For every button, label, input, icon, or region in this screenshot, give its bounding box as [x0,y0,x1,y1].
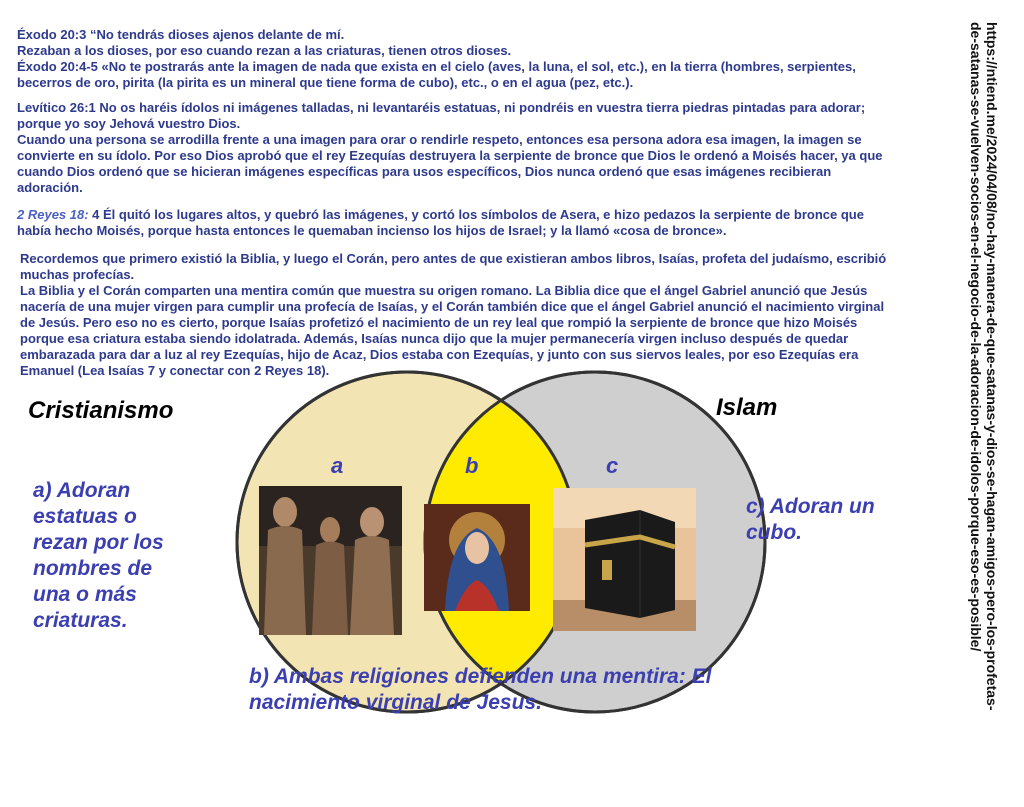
levitico-26-1: Levítico 26:1 No os haréis ídolos ni imágenes talladas, ni levantaréis estatuas, ni pondréis en vuestra tierra piedras pintadas para adorar; porque yo soy Jehová vuestro Dios. [17,100,866,131]
region-a-letter: a [331,453,344,478]
recordemos-paragraph: Recordemos que primero existió la Biblia, y luego el Corán, pero antes de que existieran ambos libros, Isaías, profeta del judaísmo, escribió muchas profecías. [20,251,887,282]
exodo-20-3: Éxodo 20:3 “No tendrás dioses ajenos delante de mí. [17,27,345,42]
mary-image [424,504,530,611]
region-b-letter: b [465,453,479,478]
description-c: c) Adoran un cubo. [746,495,875,544]
kaaba-image [553,488,696,631]
description-b: b) Ambas religiones defienden una mentira: El nacimiento virginal de Jesus. [249,665,712,714]
description-a: a) Adoran estatuas o rezan por los nombres de una o más criaturas. [33,479,164,632]
reyes-text: 4 Él quitó los lugares altos, y quebró las imágenes, y cortó los símbolos de Asera, e hizo pedazos la serpiente de bronce que había hecho Moisés, porque hasta entonces le quemaban incienso los hijos de Israel; y la llamó «cosa de bronce». [17,207,864,238]
arrodilla-paragraph: Cuando una persona se arrodilla frente a una imagen para orar o rendirle respeto, entonces esa persona adora esa imagen, la imagen se convierte en su ídolo. Por eso Dios aprobó que el rey Ezequías destruyera la serpiente de bronce que Dios le ordenó a Moisés hacer, ya que cuando Dios ordenó que se hicieran imágenes específicas para usos específicos, Dios nunca ordenó que esas imágenes recibieran adoración. [17,132,883,195]
region-c-letter: c [606,453,619,478]
islam-label: Islam [716,394,778,421]
vertical-url-text: https://ntiend.me/2024/04/08/no-hay-manera-de-que-satanas-y-dios-se-hagan-amigos-pero-los-profetas-de-satanas-se-vuelven-socios-en-el-negocio-de-la-adoracion-de-idolos-porque-eso-es-posible/ [968,22,1000,711]
statues-image [259,486,402,635]
reyes-reference: 2 Reyes 18: [17,207,89,222]
cristianismo-label: Cristianismo [28,397,174,424]
rezaban-line: Rezaban a los dioses, por eso cuando rezan a las criaturas, tienen otros dioses. [17,43,512,58]
exodo-20-4-5: Éxodo 20:4-5 «No te postrarás ante la imagen de nada que exista en el cielo (aves, la luna, el sol, etc.), en la tierra (hombres, serpientes, becerros de oro, pirita (la pirita es un mineral que tiene forma de cubo), etc., o en el agua (pez, etc.). [17,59,856,90]
biblia-coran-paragraph: La Biblia y el Corán comparten una mentira común que muestra su origen romano. La Biblia dice que el ángel Gabriel anunció que Jesús nacería de una mujer virgen para cumplir una profecía de Isaías, y el Corán también dice que el ángel Gabriel anunció el nacimiento virginal de Jesús. Pero eso no es cierto, porque Isaías profetizó el nacimiento de un rey leal que rompió la serpiente de bronce que hizo Moisés porque esa criatura estaba siendo idolatrada. Además, Isaías nunca dijo que la mujer permanecería virgen incluso después de quedar embarazada para dar a luz al rey Ezequías, hijo de Acaz, Dios estaba con Ezequías, y junto con sus siervos leales, por eso Ezequías era Emanuel (Lea Isaías 7 y conectar con 2 Reyes 18). [20,283,885,378]
